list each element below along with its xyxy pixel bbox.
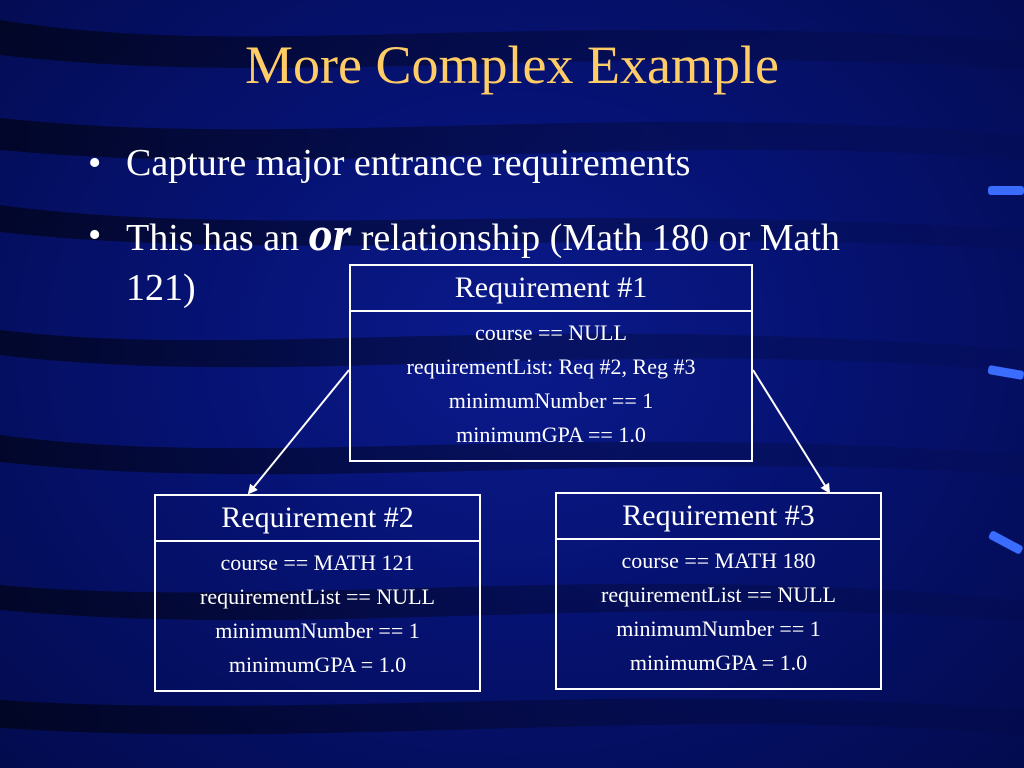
requirement-heading: Requirement #1 bbox=[351, 266, 751, 312]
requirement-line: course == MATH 180 bbox=[621, 548, 816, 573]
requirement-line: requirementList == NULL bbox=[200, 584, 435, 609]
slide-title: More Complex Example bbox=[245, 35, 779, 95]
requirement-line: minimumGPA = 1.0 bbox=[629, 650, 808, 675]
requirement-line: minimumNumber == 1 bbox=[616, 616, 821, 641]
requirement-line: requirementList: Req #2, Reg #3 bbox=[406, 354, 696, 379]
requirement-line: minimumGPA = 1.0 bbox=[228, 652, 407, 677]
requirement-line: course == MATH 121 bbox=[220, 550, 415, 575]
bullet-emphasis: or bbox=[308, 208, 352, 261]
requirement-line: requirementList == NULL bbox=[601, 582, 836, 607]
requirement-heading: Requirement #2 bbox=[156, 496, 479, 542]
requirement-box-3 bbox=[555, 492, 882, 690]
requirement-line: minimumGPA == 1.0 bbox=[456, 422, 646, 447]
edge-req1-to-req2 bbox=[249, 370, 349, 493]
requirement-line: minimumNumber == 1 bbox=[215, 618, 420, 643]
bullet-glyph: • bbox=[88, 214, 102, 256]
bullet-glyph: • bbox=[88, 142, 102, 184]
bullet-text-prefix: This has an bbox=[126, 217, 309, 259]
requirement-line: course == NULL bbox=[475, 320, 627, 345]
bullet-text-suffix: relationship (Math 180 or Math 121) bbox=[126, 217, 840, 309]
requirement-box-2 bbox=[154, 494, 481, 692]
edge-req1-to-req3 bbox=[753, 370, 829, 492]
requirement-box-1 bbox=[349, 264, 753, 462]
requirement-line: minimumNumber == 1 bbox=[448, 388, 654, 413]
requirement-heading: Requirement #3 bbox=[557, 494, 880, 540]
bullet-text: Capture major entrance requirements bbox=[126, 142, 691, 184]
